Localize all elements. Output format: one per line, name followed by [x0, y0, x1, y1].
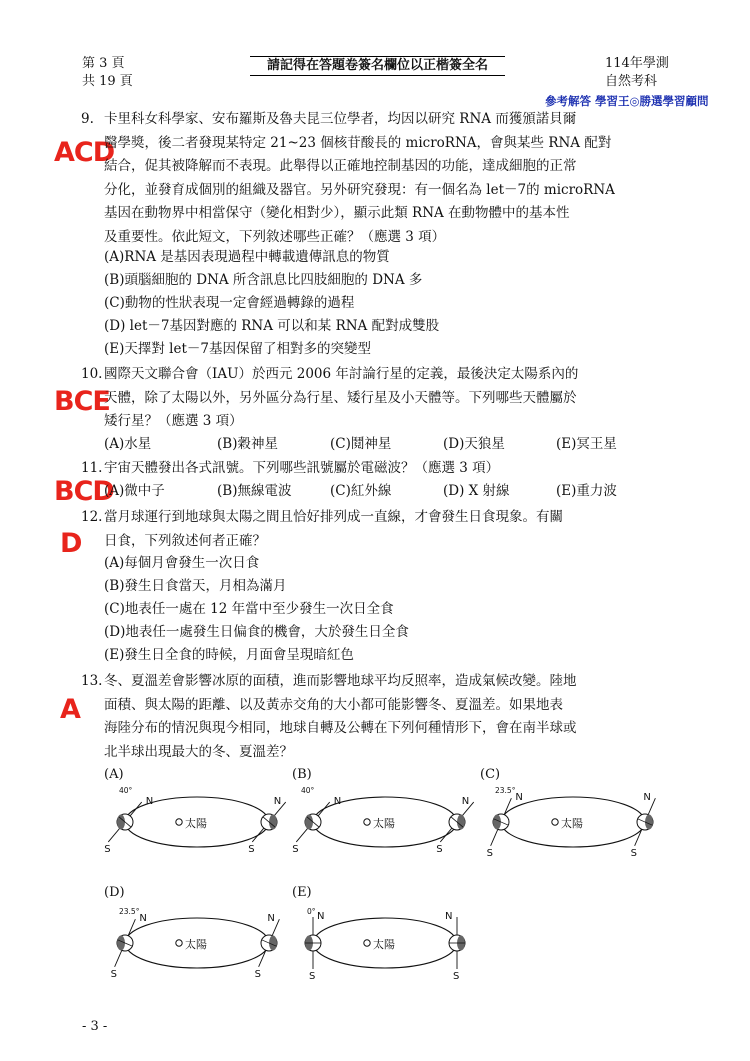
sun-e — [364, 940, 370, 946]
earth-shade-d-left — [117, 936, 125, 951]
question-10-stem: 國際天文聯合會（IAU）於西元 2006 年討論行星的定義，最後決定太陽系內的 天體，除了太陽以外，另外區分為行星、矮行星及小天體等。下列哪些天體屬於 矮行星？（應選 3 項） — [104, 366, 579, 430]
diagram-c — [487, 786, 656, 859]
sun-a — [176, 819, 182, 825]
q10-option-e: (E)冥王星 — [556, 436, 617, 452]
earth-shade-b-right — [457, 815, 465, 830]
question-number-11: 11. — [81, 460, 103, 476]
south-label-e-left: S — [309, 971, 316, 982]
south-label-d-right: S — [254, 968, 261, 980]
q9-option-d: (D) let－7基因對應的 RNA 可以和某 RNA 配對成雙股 — [104, 318, 440, 334]
answer-q13: A — [60, 694, 80, 725]
question-12-stem: 當月球運行到地球與太陽之間且恰好排列成一直線，才會發生日食現象。有關 日食，下列敘述何者正確？ — [104, 509, 563, 549]
question-9-stem: 卡里科女科學家、安布羅斯及魯夫昆三位學者，均因以研究 RNA 而獲頒諾貝爾 醫學獎，後二者發現某特定 21~23 個核苷酸長的 microRNA，會與某些 RNA 配對 結合，促其被降解而不表現。此舉得以正確地控制基因的功能，達成細胞的正常 分化，並發育成個別的組織及器官。另外研究發現：有一個名為 let－7的 microRNA 基因在動物界中相當保守（變化相對少），顯示此類 RNA 在動物體中的基本性 及重要性。依此短文，下列敘述哪些正確？（應選 3 項） — [104, 111, 615, 245]
q9-option-a: (A)RNA 是基因表現過程中轉載遺傳訊息的物質 — [104, 249, 390, 265]
south-label-e-right: S — [453, 971, 460, 982]
question-number-9: 9. — [81, 111, 94, 127]
diagram-c-label: (C) — [480, 767, 501, 782]
answer-q11: BCD — [54, 476, 114, 507]
q12-option-a: (A)每個月會發生一次日食 — [104, 555, 260, 571]
sun-label-e: 太陽 — [373, 938, 395, 951]
south-label-c-right: S — [630, 847, 637, 859]
question-number-12: 12. — [81, 509, 103, 525]
tilt-label-b: 40° — [301, 786, 315, 795]
diagram-e — [305, 907, 465, 982]
answer-q10: BCE — [54, 386, 110, 417]
diagram-d-label: (D) — [104, 885, 125, 900]
north-label-c-right: N — [643, 792, 651, 804]
north-label-d-right: N — [267, 913, 275, 925]
north-label-e-left: N — [317, 911, 325, 922]
q11-option-e: (E)重力波 — [556, 483, 617, 499]
north-label-e-right: N — [445, 911, 453, 922]
earth-shade-a-left — [117, 815, 125, 830]
diagram-a-label: (A) — [104, 767, 124, 782]
question-number-10: 10. — [81, 366, 103, 382]
page-footer-number: - 3 - — [82, 1019, 108, 1034]
tilt-label-d: 23.5° — [119, 907, 140, 916]
south-label-c-left: S — [486, 847, 493, 859]
q10-option-d: (D)天狼星 — [443, 436, 505, 452]
north-label-b-right: N — [461, 796, 470, 808]
answer-q12: D — [60, 528, 82, 559]
answer-q9: ACD — [54, 137, 115, 168]
subject-title: 自然考科 — [605, 74, 658, 89]
q12-option-c: (C)地表任一處在 12 年當中至少發生一次日全食 — [104, 601, 394, 617]
diagram-a — [104, 786, 285, 855]
north-label-c-left: N — [515, 792, 523, 804]
q11-option-c: (C)紅外線 — [330, 483, 392, 499]
diagram-d — [111, 907, 280, 980]
q9-option-e: (E)天擇對 let－7基因保留了相對多的突變型 — [104, 341, 372, 357]
north-label-a-right: N — [273, 796, 282, 808]
tilt-label-a: 40° — [119, 786, 133, 795]
q10-option-c: (C)鬩神星 — [330, 436, 392, 452]
sun-label-a: 太陽 — [185, 817, 207, 830]
q11-option-a: (A)微中子 — [104, 483, 165, 499]
question-number-13: 13. — [81, 673, 103, 689]
q12-option-e: (E)發生日全食的時候，月面會呈現暗紅色 — [104, 647, 354, 663]
reference-answer-credit: 參考解答 學習王◎勝選學習顧問 — [545, 94, 709, 108]
north-label-b-left: N — [333, 796, 342, 808]
question-11-stem: 宇宙天體發出各式訊號。下列哪些訊號屬於電磁波？（應選 3 項） — [104, 460, 500, 476]
south-label-a-right: S — [248, 843, 255, 855]
page-number: 第 3 頁 — [82, 56, 125, 71]
q12-option-b: (B)發生日食當天，月相為滿月 — [104, 578, 287, 594]
north-label-a-left: N — [145, 796, 154, 808]
earth-shade-c-right — [645, 815, 653, 830]
sun-d — [176, 940, 182, 946]
tilt-label-c: 23.5° — [495, 786, 516, 795]
sun-label-d: 太陽 — [185, 938, 207, 951]
south-label-b-left: S — [292, 843, 299, 855]
sun-label-c: 太陽 — [561, 817, 583, 830]
diagram-e-label: (E) — [292, 885, 312, 900]
q10-option-b: (B)穀神星 — [217, 436, 278, 452]
question-13-stem: 冬、夏溫差會影響冰原的面積，進而影響地球平均反照率，造成氣候改變。陸地 面積、與太陽的距離、以及黃赤交角的大小都可能影響冬、夏溫差。如果地表 海陸分布的情況與現今相同，地球自轉及公轉在下列何種情形下，會在南半球或 北半球出現最大的冬、夏溫差？ — [104, 673, 577, 760]
south-label-a-left: S — [104, 843, 111, 855]
total-pages: 共 19 頁 — [82, 74, 133, 89]
sun-b — [364, 819, 370, 825]
south-label-b-right: S — [436, 843, 443, 855]
q11-option-b: (B)無線電波 — [217, 483, 292, 499]
earth-shade-b-left — [305, 815, 313, 830]
diagram-b — [292, 786, 473, 855]
diagram-b-label: (B) — [292, 767, 312, 782]
tilt-label-e: 0° — [307, 907, 316, 916]
sun-label-b: 太陽 — [373, 817, 395, 830]
north-label-d-left: N — [139, 913, 147, 925]
exam-title: 114年學測 — [605, 56, 669, 71]
sun-c — [552, 819, 558, 825]
q12-option-d: (D)地表任一處發生日偏食的機會，大於發生日全食 — [104, 624, 409, 640]
south-label-d-left: S — [110, 968, 117, 980]
q10-option-a: (A)水星 — [104, 436, 152, 452]
q9-option-b: (B)頭腦細胞的 DNA 所含訊息比四肢細胞的 DNA 多 — [104, 272, 423, 288]
signature-reminder-banner: 請記得在答題卷簽名欄位以正楷簽全名 — [250, 56, 505, 76]
earth-shade-a-right — [269, 815, 277, 830]
earth-shade-d-right — [269, 936, 277, 951]
q11-option-d: (D) X 射線 — [443, 483, 510, 499]
q9-option-c: (C)動物的性狀表現一定會經過轉錄的過程 — [104, 295, 355, 311]
earth-shade-c-left — [493, 815, 501, 830]
